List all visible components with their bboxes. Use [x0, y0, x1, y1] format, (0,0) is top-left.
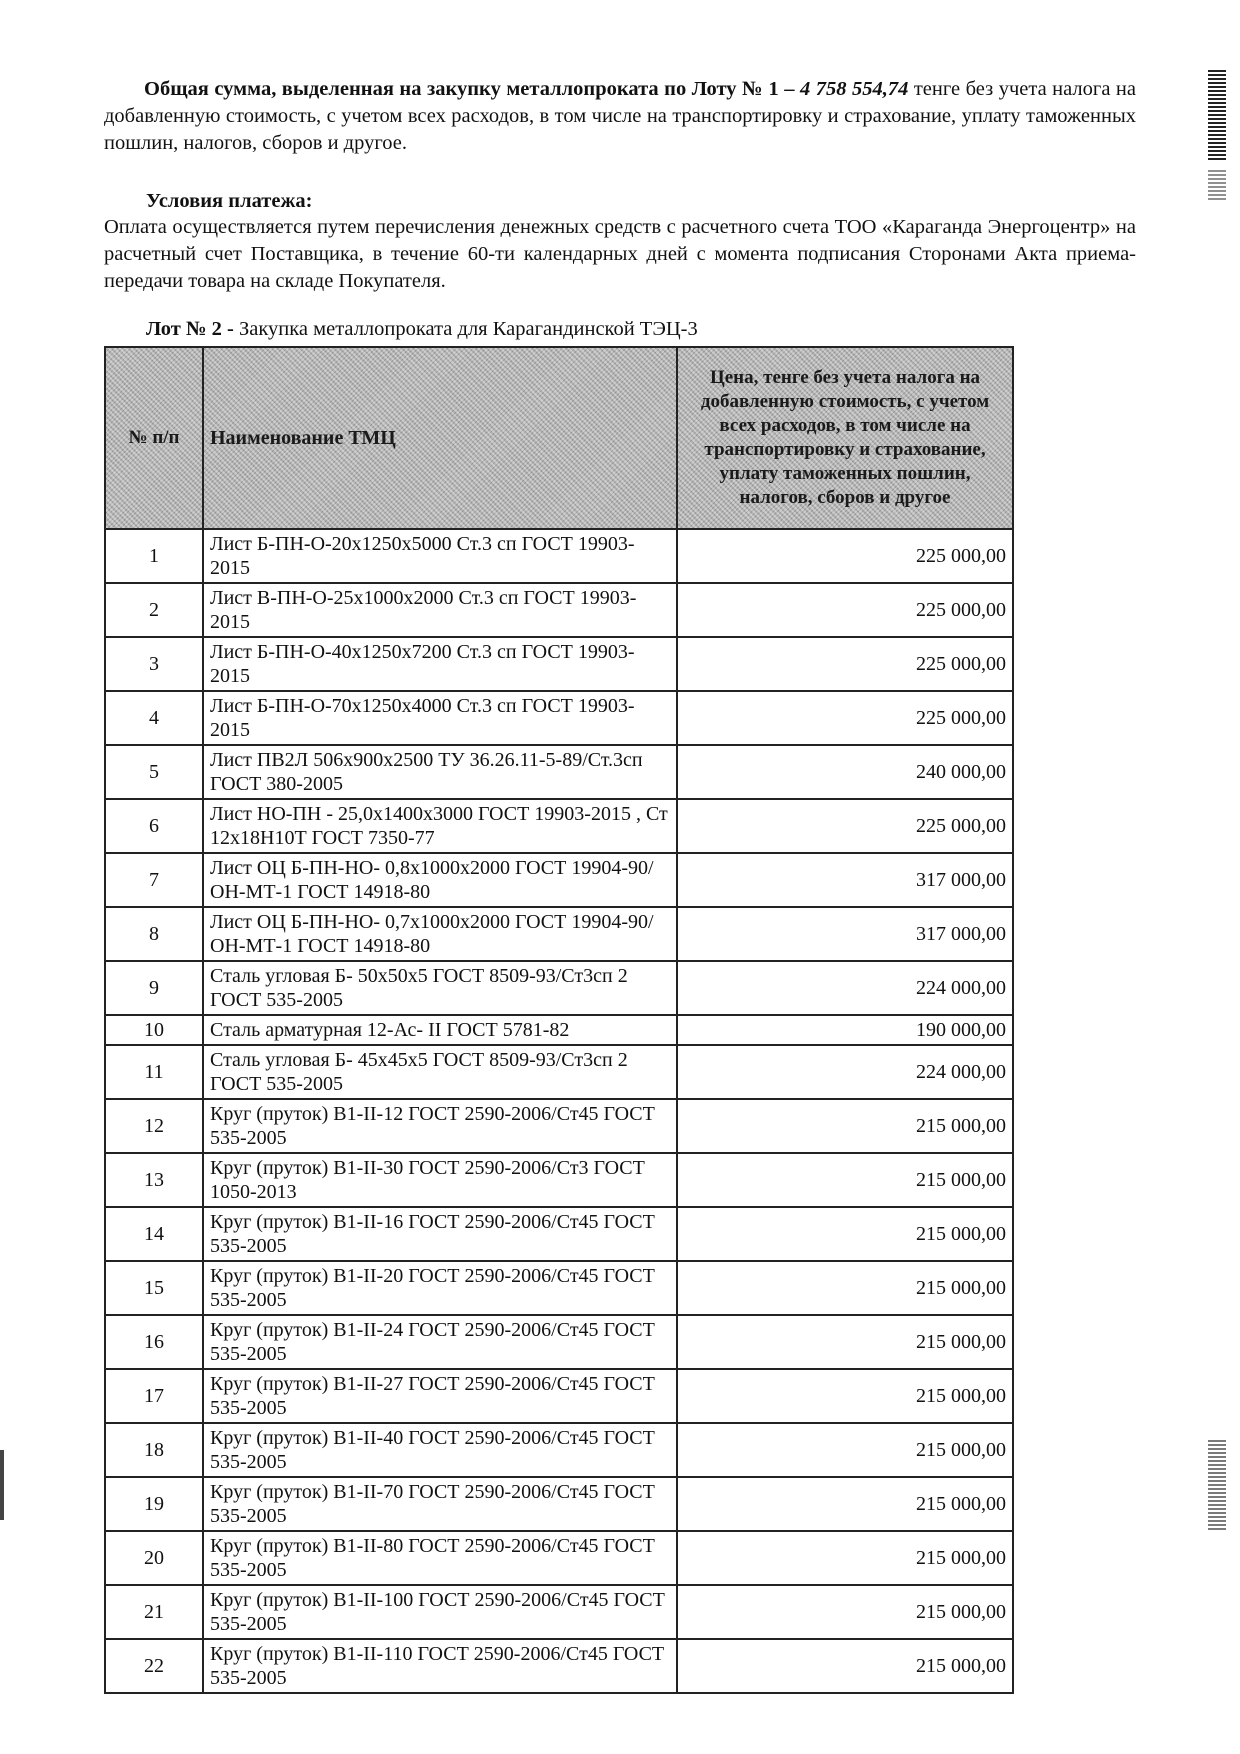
row-number: 22: [105, 1639, 203, 1693]
item-name: Лист Б-ПН-О-20х1250х5000 Ст.3 сп ГОСТ 19903-2015: [203, 529, 677, 583]
row-number: 18: [105, 1423, 203, 1477]
item-name: Круг (пруток) В1-II-100 ГОСТ 2590-2006/Ст45 ГОСТ 535-2005: [203, 1585, 677, 1639]
item-price: 215 000,00: [677, 1153, 1013, 1207]
lot-title-text: Закупка металлопроката для Карагандинской ТЭЦ-3: [233, 318, 698, 340]
item-name: Лист ОЦ Б-ПН-НО- 0,8х1000х2000 ГОСТ 19904-90/ОН-МТ-1 ГОСТ 14918-80: [203, 853, 677, 907]
item-name: Лист ОЦ Б-ПН-НО- 0,7х1000х2000 ГОСТ 19904-90/ОН-МТ-1 ГОСТ 14918-80: [203, 907, 677, 961]
row-number: 17: [105, 1369, 203, 1423]
lot-title-number: Лот № 2 -: [146, 318, 234, 340]
row-number: 14: [105, 1207, 203, 1261]
total-amount-value: 4 758 554,74: [799, 78, 909, 100]
row-number: 9: [105, 961, 203, 1015]
item-price: 215 000,00: [677, 1423, 1013, 1477]
item-price: 215 000,00: [677, 1261, 1013, 1315]
row-number: 19: [105, 1477, 203, 1531]
item-name: Сталь угловая Б- 45х45х5 ГОСТ 8509-93/Ст3сп 2 ГОСТ 535-2005: [203, 1045, 677, 1099]
row-number: 7: [105, 853, 203, 907]
item-name: Лист Б-ПН-О-70х1250х4000 Ст.3 сп ГОСТ 19903-2015: [203, 691, 677, 745]
row-number: 8: [105, 907, 203, 961]
row-number: 11: [105, 1045, 203, 1099]
table-row: [105, 1531, 1013, 1585]
item-price: 215 000,00: [677, 1315, 1013, 1369]
table-row: [105, 799, 1013, 853]
item-name: Круг (пруток) В1-II-27 ГОСТ 2590-2006/Ст45 ГОСТ 535-2005: [203, 1369, 677, 1423]
table-row: [105, 745, 1013, 799]
table-row: [105, 1261, 1013, 1315]
header-num: № п/п: [105, 347, 203, 529]
table-row: [105, 1315, 1013, 1369]
item-price: 215 000,00: [677, 1531, 1013, 1585]
row-number: 5: [105, 745, 203, 799]
table-row: [105, 1015, 1013, 1045]
lot-title: [146, 318, 698, 341]
row-number: 6: [105, 799, 203, 853]
table-body: [105, 529, 1013, 1693]
table-row: [105, 691, 1013, 745]
item-name: Круг (пруток) В1-II-70 ГОСТ 2590-2006/Ст45 ГОСТ 535-2005: [203, 1477, 677, 1531]
item-price: 225 000,00: [677, 691, 1013, 745]
row-number: 16: [105, 1315, 203, 1369]
item-price: 215 000,00: [677, 1369, 1013, 1423]
item-price: 190 000,00: [677, 1015, 1013, 1045]
item-price: 317 000,00: [677, 853, 1013, 907]
row-number: 1: [105, 529, 203, 583]
payment-terms-text: Оплата осуществляется путем перечисления денежных средств с расчетного счета ТОО «Караганда Энергоцентр» на расчетный счет Поставщика, в течение 60-ти календарных дней с момента подписания Сторонами Акта приема-передачи товара на складе Покупателя.: [104, 216, 1136, 292]
item-name: Круг (пруток) В1-II-20 ГОСТ 2590-2006/Ст45 ГОСТ 535-2005: [203, 1261, 677, 1315]
item-price: 225 000,00: [677, 637, 1013, 691]
item-name: Круг (пруток) В1-II-80 ГОСТ 2590-2006/Ст45 ГОСТ 535-2005: [203, 1531, 677, 1585]
payment-terms-heading: Условия платежа:: [146, 190, 313, 212]
item-price: 224 000,00: [677, 1045, 1013, 1099]
item-name: Круг (пруток) В1-II-110 ГОСТ 2590-2006/Ст45 ГОСТ 535-2005: [203, 1639, 677, 1693]
item-name: Круг (пруток) В1-II-24 ГОСТ 2590-2006/Ст45 ГОСТ 535-2005: [203, 1315, 677, 1369]
item-price: 215 000,00: [677, 1207, 1013, 1261]
table-row: [105, 853, 1013, 907]
table-row: [105, 1153, 1013, 1207]
total-amount-lead: Общая сумма, выделенная на закупку металлопроката по Лоту № 1 –: [144, 78, 800, 100]
table-row: [105, 637, 1013, 691]
table-row: [105, 529, 1013, 583]
item-name: Круг (пруток) В1-II-12 ГОСТ 2590-2006/Ст45 ГОСТ 535-2005: [203, 1099, 677, 1153]
scan-edge-marks: [1204, 0, 1230, 1754]
row-number: 3: [105, 637, 203, 691]
scan-left-mark: [0, 1450, 4, 1520]
item-name: Лист ПВ2Л 506х900х2500 ТУ 36.26.11-5-89/Ст.3сп ГОСТ 380-2005: [203, 745, 677, 799]
item-name: Сталь угловая Б- 50х50х5 ГОСТ 8509-93/Ст3сп 2 ГОСТ 535-2005: [203, 961, 677, 1015]
row-number: 12: [105, 1099, 203, 1153]
item-price: 225 000,00: [677, 583, 1013, 637]
table-row: [105, 1369, 1013, 1423]
table-header-row: [105, 347, 1013, 529]
item-price: 215 000,00: [677, 1639, 1013, 1693]
item-price: 317 000,00: [677, 907, 1013, 961]
table-row: [105, 1585, 1013, 1639]
row-number: 13: [105, 1153, 203, 1207]
total-amount-rest: тенге без учета налога на добавленную стоимость, с учетом всех расходов, в том числе на транспортировку и страхование, уплату таможенных пошлин, налогов, сборов и другое.: [104, 78, 1136, 154]
row-number: 20: [105, 1531, 203, 1585]
total-amount-paragraph: [104, 76, 1136, 157]
item-price: 225 000,00: [677, 799, 1013, 853]
item-name: Круг (пруток) В1-II-16 ГОСТ 2590-2006/Ст45 ГОСТ 535-2005: [203, 1207, 677, 1261]
table-row: [105, 1207, 1013, 1261]
table-row: [105, 1045, 1013, 1099]
header-name: Наименование ТМЦ: [203, 347, 677, 529]
item-price: 225 000,00: [677, 529, 1013, 583]
item-name: Лист В-ПН-О-25х1000х2000 Ст.3 сп ГОСТ 19903-2015: [203, 583, 677, 637]
item-name: Круг (пруток) В1-II-30 ГОСТ 2590-2006/Ст3 ГОСТ 1050-2013: [203, 1153, 677, 1207]
table-row: [105, 1423, 1013, 1477]
item-name: Круг (пруток) В1-II-40 ГОСТ 2590-2006/Ст45 ГОСТ 535-2005: [203, 1423, 677, 1477]
table-row: [105, 1099, 1013, 1153]
table-row: [105, 1639, 1013, 1693]
row-number: 2: [105, 583, 203, 637]
item-name: Лист Б-ПН-О-40х1250х7200 Ст.3 сп ГОСТ 19903-2015: [203, 637, 677, 691]
row-number: 15: [105, 1261, 203, 1315]
lot-items-table: [104, 346, 1014, 1694]
item-price: 215 000,00: [677, 1477, 1013, 1531]
item-price: 215 000,00: [677, 1099, 1013, 1153]
row-number: 4: [105, 691, 203, 745]
item-price: 240 000,00: [677, 745, 1013, 799]
row-number: 10: [105, 1015, 203, 1045]
table-row: [105, 907, 1013, 961]
table-row: [105, 583, 1013, 637]
item-price: 224 000,00: [677, 961, 1013, 1015]
row-number: 21: [105, 1585, 203, 1639]
header-price: Цена, тенге без учета налога на добавленную стоимость, с учетом всех расходов, в том числе на транспортировку и страхование, уплату таможенных пошлин, налогов, сборов и другое: [677, 347, 1013, 529]
table-row: [105, 961, 1013, 1015]
item-name: Сталь арматурная 12-Ас- II ГОСТ 5781-82: [203, 1015, 677, 1045]
table-row: [105, 1477, 1013, 1531]
item-price: 215 000,00: [677, 1585, 1013, 1639]
item-name: Лист НО-ПН - 25,0х1400х3000 ГОСТ 19903-2015 , Ст 12х18Н10Т ГОСТ 7350-77: [203, 799, 677, 853]
